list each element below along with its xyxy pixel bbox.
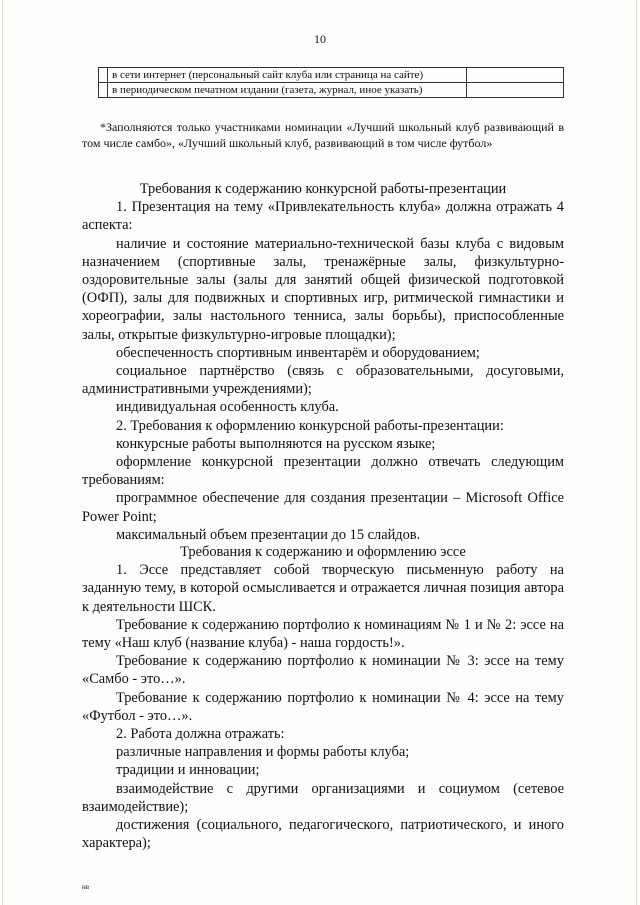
section-heading: Требования к содержанию и оформлению эссе [180,544,466,560]
table-cell-empty [467,83,564,98]
scan-edge-right [636,0,637,905]
table-cell-empty [467,68,564,83]
paragraph: наличие и состояние материально-технической базы клуба с видовым назначением (спортивные залы, тренажёрные залы, физкультурно-оздоровительные залы (залы для занятий общей физической подготовкой (ОФП), залы для подвижных и спортивных игр, ритмической гимнастики и хореографии, залы настольного тенниса, залы борьбы), приспособленные залы, открытые физкультурно-игровые площадки); [82,235,564,343]
section-presentation [82,180,564,544]
paragraph: Требование к содержанию портфолио к номинации № 3: эссе на тему «Самбо - это…». [82,653,564,688]
paragraph: социальное партнёрство (связь с образовательными, досуговыми, административными учреждениями); [82,363,564,398]
paragraph: 2. Работа должна отражать: [116,726,285,743]
paragraph: 1. Презентация на тему «Привлекательность клуба» должна отражать 4 аспекта: [82,199,564,234]
paragraph: индивидуальная особенность клуба. [116,399,339,416]
paragraph: взаимодействие с другими организациями и социумом (сетевое взаимодействие); [82,780,564,815]
section-essay [82,543,564,852]
paragraph: обеспеченность спортивным инвентарём и оборудованием; [116,344,480,361]
paragraph: Требование к содержанию портфолио к номинации № 4: эссе на тему «Футбол - это…». [82,689,564,724]
paragraph: различные направления и формы работы клуба; [116,744,410,761]
page-number: 10 [314,32,326,46]
paragraph: конкурсные работы выполняются на русском языке; [116,435,436,452]
footnote: *Заполняются только участниками номинации «Лучший школьный клуб развивающий в том числе самбо», «Лучший школьный клуб, развивающий в том числе футбол» [82,120,564,150]
table-cell: в периодическом печатном издании (газета, журнал, иное указать) [108,83,467,98]
table-row [99,83,564,98]
paragraph: 1. Эссе представляет собой творческую письменную работу на заданную тему, в которой осмысливается и отражается личная позиция автора к деятельности ШСК. [82,562,564,615]
paragraph: Требование к содержанию портфолио к номинациям № 1 и № 2: эссе на тему «Наш клуб (название клуба) - наша гордость!». [82,616,564,652]
table-row [99,68,564,83]
scan-edge-left [2,0,3,905]
corner-mark: нв [82,883,90,891]
paragraph: достижения (социального, педагогического, патриотического, и иного характера); [82,817,564,852]
media-table [98,67,564,98]
table-cell: в сети интернет (персональный сайт клуба или страница на сайте) [108,68,467,83]
paragraph: оформление конкурсной презентации должно отвечать следующим требованиям: [82,454,564,489]
table-cell-empty [99,68,108,83]
paragraph: 2. Требования к оформлению конкурсной работы-презентации: [116,417,504,434]
paragraph: программное обеспечение для создания презентации – Microsoft Office Power Point; [82,490,564,525]
paragraph: традиции и инновации; [116,762,260,779]
paragraph: максимальный объем презентации до 15 слайдов. [116,526,421,543]
table-cell-empty [99,83,108,98]
section-heading: Требования к содержанию конкурсной работы-презентации [139,181,507,197]
